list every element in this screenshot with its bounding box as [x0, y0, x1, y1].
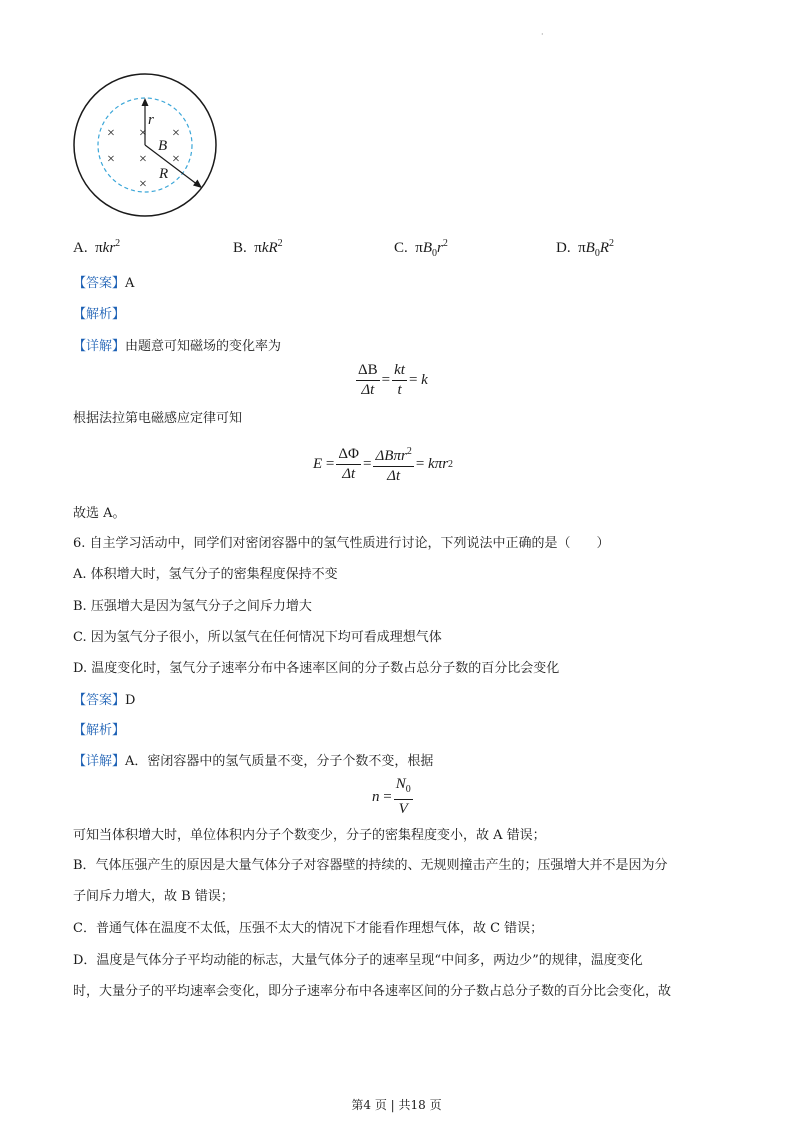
- q5-equation-2: E = $\frac{\Delta\Phi}{\Delta t}$ = $\frac{\Delta B\pi r^2}{\Delta t}$ = kπr 2: [313, 443, 453, 485]
- q6-option-a: A. 体积增大时，氢气分子的密集程度保持不变: [73, 567, 338, 582]
- q5-option-c: C. $\pi B_0r^2$: [394, 238, 448, 259]
- q5-equation-1: $\frac{\Delta B}{\Delta t}$ = $\frac{kt}{t}$ = k: [358, 362, 428, 398]
- field-cross: ×: [139, 152, 147, 167]
- corner-mark: ·: [541, 30, 544, 39]
- q6-detail: 【详解】A．密闭容器中的氢气质量不变，分子个数不变，根据: [73, 754, 434, 769]
- q6-explanation-line: D．温度是气体分子平均动能的标志，大量气体分子的速率呈现“中间多，两边少”的规律，温度变化: [73, 953, 643, 968]
- q6-stem: 6. 自主学习活动中，同学们对密闭容器中的氢气性质进行讨论，下列说法中正确的是（ ）: [73, 536, 610, 551]
- q5-conclusion: 故选 A。: [73, 506, 126, 521]
- page-footer: 第4 页 | 共18 页: [351, 1098, 442, 1112]
- q5-detail: 【详解】由题意可知磁场的变化率为: [73, 339, 282, 354]
- field-cross: ×: [139, 126, 147, 141]
- q6-explanation-line: C．普通气体在温度不太低，压强不太大的情况下才能看作理想气体，故 C 错误；: [73, 921, 544, 936]
- q6-option-d: D. 温度变化时，氢气分子速率分布中各速率区间的分子数占总分子数的百分比会变化: [73, 661, 560, 676]
- field-cross: ×: [139, 177, 147, 192]
- field-cross: ×: [172, 126, 180, 141]
- q5-answer: 【答案】A: [73, 276, 135, 291]
- q6-equation: n = $\frac{N_0}{V}$: [372, 776, 411, 817]
- q6-explanation-line: 时，大量分子的平均速率会变化，即分子速率分布中各速率区间的分子数占总分子数的百分比会变化，故: [73, 984, 672, 999]
- q5-text-2: 根据法拉第电磁感应定律可知: [73, 411, 243, 426]
- magnetic-field-figure: [70, 70, 220, 220]
- q5-option-d: D. $\pi B_0R^2$: [556, 238, 615, 259]
- radius-r-arrowhead: [142, 98, 149, 106]
- radius-R-arrowhead: [193, 180, 202, 189]
- q6-analysis-tag: 【解析】: [73, 723, 126, 738]
- q6-answer: 【答案】D: [73, 693, 136, 708]
- label-R: R: [159, 166, 169, 182]
- q6-option-c: C. 因为氢气分子很小，所以氢气在任何情况下均可看成理想气体: [73, 630, 442, 645]
- q6-explanation-line: B．气体压强产生的原因是大量气体分子对容器壁的持续的、无规则撞击产生的；压强增大并不是因为分: [73, 858, 668, 873]
- field-cross: ×: [172, 152, 180, 167]
- q6-option-b: B. 压强增大是因为氢气分子之间斥力增大: [73, 599, 312, 614]
- field-cross: ×: [107, 126, 115, 141]
- q6-explanation-line: 可知当体积增大时，单位体积内分子个数变少，分子的密集程度变小，故 A 错误；: [73, 828, 546, 843]
- q5-analysis-tag: 【解析】: [73, 307, 126, 322]
- q5-option-a: A. πkr$^2$: [73, 238, 121, 256]
- label-B: B: [158, 138, 168, 154]
- q5-option-b: B. πkR$^2$: [233, 238, 283, 256]
- label-r: r: [148, 112, 154, 128]
- field-cross: ×: [107, 152, 115, 167]
- q6-explanation-line: 子间斥力增大，故 B 错误；: [73, 889, 234, 904]
